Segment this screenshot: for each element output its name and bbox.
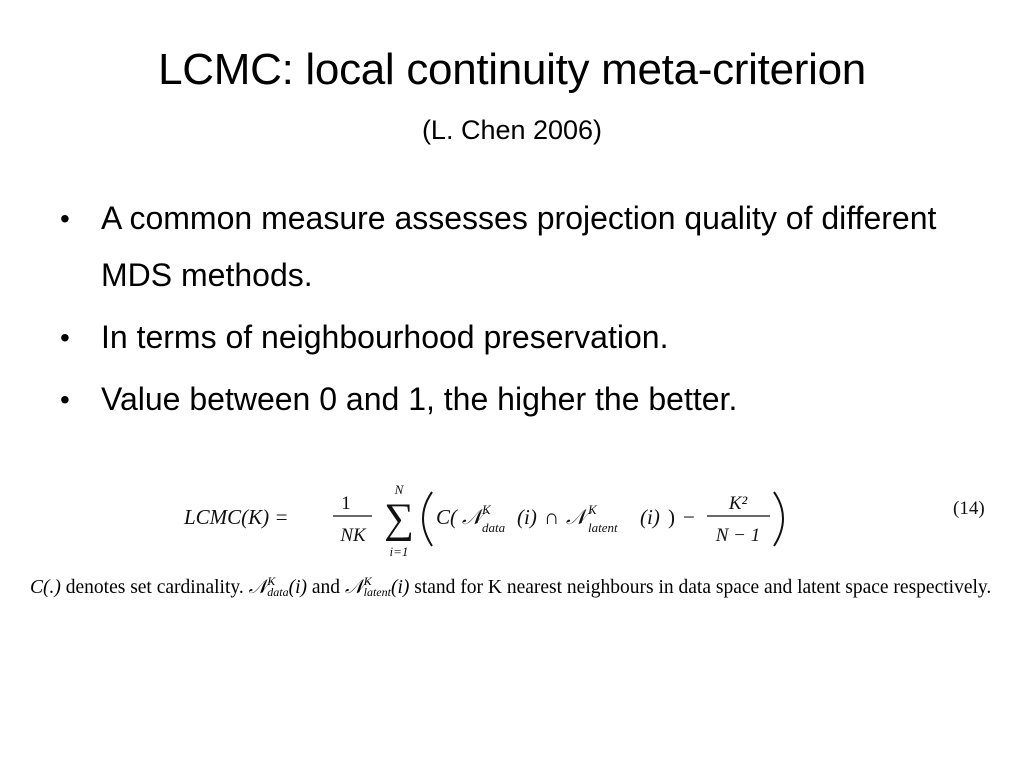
- lcmc-formula: [0, 466, 1024, 566]
- formula-sum-lower: i=1: [389, 544, 409, 559]
- formula-sum-upper: N: [394, 482, 404, 497]
- formula-frac-den: NK: [340, 525, 366, 546]
- note-sup-k: K: [267, 573, 276, 588]
- formula-k2-num: K²: [728, 493, 748, 514]
- formula-svg: [0, 466, 1024, 566]
- note-sub-latent: latent: [363, 584, 391, 599]
- note-sup-k: K: [363, 573, 372, 588]
- script-n-icon: 𝒩: [462, 505, 483, 529]
- bullet-text: A common measure assesses projection quality of different MDS methods.: [101, 200, 937, 293]
- cap-icon: ∩: [544, 505, 560, 529]
- script-n-icon: 𝒩: [566, 505, 587, 529]
- formula-eq-number: (14): [953, 498, 985, 519]
- bullet-dot-icon: •: [60, 203, 70, 234]
- note-and: and: [307, 577, 345, 598]
- formula-note: [30, 572, 1010, 603]
- bullet-item: [58, 309, 978, 366]
- formula-sup-k: K: [588, 502, 597, 517]
- note-text-2: stand for K nearest neighbours in data space and latent space respectively.: [409, 577, 992, 598]
- note-sub-data: data: [267, 584, 289, 599]
- right-paren-icon: [774, 492, 783, 546]
- formula-frac-num: 1: [341, 493, 351, 514]
- slide-subtitle: (L. Chen 2006): [421, 115, 603, 145]
- note-text-1: denotes set cardinality.: [60, 577, 249, 598]
- note-c-symbol: C(.): [30, 577, 61, 598]
- script-n-icon: 𝒩: [344, 575, 364, 598]
- script-n-icon: 𝒩: [248, 575, 268, 598]
- note-sup-sub-latent: [363, 573, 391, 599]
- formula-c-open: C(: [436, 505, 457, 529]
- formula-arg-1: (i): [517, 505, 537, 529]
- formula-sub-data: data: [482, 520, 506, 535]
- slide-title: LCMC: local continuity meta-criterion: [158, 45, 866, 94]
- formula-lhs: LCMC(K) =: [184, 505, 289, 529]
- bullet-list: [58, 190, 978, 433]
- bullet-text: In terms of neighbourhood preservation.: [101, 319, 669, 355]
- formula-arg-2: (i): [640, 505, 660, 529]
- formula-sup-k: K: [482, 502, 491, 517]
- note-arg-1: (i): [288, 577, 308, 598]
- left-paren-icon: [423, 492, 432, 546]
- bullet-dot-icon: •: [60, 384, 70, 415]
- note-sup-sub-data: [267, 573, 289, 599]
- formula-k2-den: N − 1: [715, 525, 761, 546]
- bullet-item: [58, 371, 978, 428]
- formula-sub-latent: latent: [588, 520, 618, 535]
- note-arg-2: (i): [390, 577, 410, 598]
- sum-icon: ∑: [384, 496, 414, 542]
- bullet-dot-icon: •: [60, 322, 70, 353]
- bullet-item: [58, 190, 978, 304]
- bullet-text: Value between 0 and 1, the higher the better.: [101, 381, 738, 417]
- formula-close-c: ): [668, 505, 675, 529]
- minus-icon: −: [683, 505, 695, 529]
